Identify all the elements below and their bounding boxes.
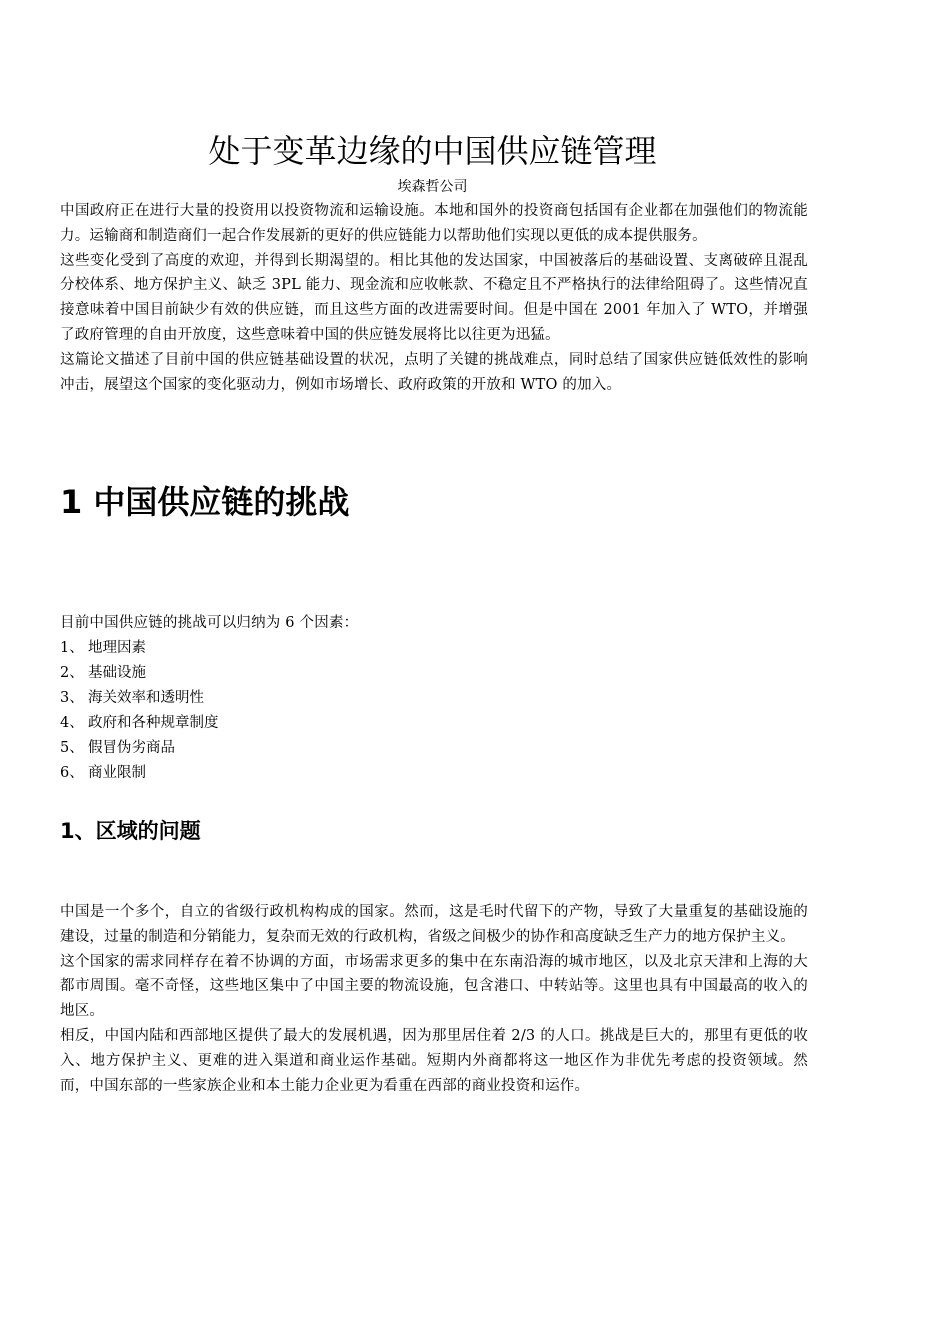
body-paragraph: 相反，中国内陆和西部地区提供了最大的发展机遇，因为那里居住着 2/3 的人口。挑战是巨大的，那里有更低的收入、地方保护主义、更难的进入渠道和商业运作基础。短期内外商都将这一地区作为非优先考虑的投资领域。然而，中国东部的一些家族企业和本土能力企业更为看重在西部的商业投资和运作。 bbox=[60, 1027, 808, 1094]
list-item-number: 1、 bbox=[60, 640, 84, 656]
list-item-number: 5、 bbox=[60, 740, 84, 756]
intro-paragraph: 这些变化受到了高度的欢迎，并得到长期渴望的。相比其他的发达国家，中国被落后的基础设置、支离破碎且混乱分校体系、地方保护主义、缺乏 3PL 能力、现金流和应收帐款、不稳定且不严格执行的法律给阻碍了。这些情况直接意味着中国目前缺少有效的供应链，而且这些方面的改进需要时间。但是中国在 2001 年加入了 WTO，并增强了政府管理的自由开放度，这些意味着中国的供应链发展将比以往更为迅猛。 bbox=[60, 252, 808, 343]
list-item-number: 6、 bbox=[60, 765, 84, 781]
list-item bbox=[60, 736, 219, 761]
list-item bbox=[60, 711, 219, 736]
list-item-number: 2、 bbox=[60, 665, 84, 681]
list-item bbox=[60, 636, 219, 661]
list-item-text: 商业限制 bbox=[88, 765, 146, 781]
intro-paragraph: 中国政府正在进行大量的投资用以投资物流和运输设施。本地和国外的投资商包括国有企业都在加强他们的物流能力。运输商和制造商们一起合作发展新的更好的供应链能力以帮助他们实现以更低的成本提供服务。 bbox=[60, 203, 808, 244]
body-paragraph: 中国是一个多个，自立的省级行政机构构成的国家。然而，这是毛时代留下的产物，导致了大量重复的基础设施的建设，过量的制造和分销能力，复杂而无效的行政机构，省级之间极少的协作和高度缺乏生产力的地方保护主义。 bbox=[60, 904, 808, 945]
subsection-heading: 1、区域的问题 bbox=[60, 819, 201, 843]
list-item-text: 海关效率和透明性 bbox=[88, 690, 204, 706]
factor-list bbox=[60, 636, 219, 786]
list-item-text: 地理因素 bbox=[88, 640, 146, 656]
section-lead-text: 目前中国供应链的挑战可以归纳为 6 个因素： bbox=[60, 615, 359, 631]
document-author: 埃森哲公司 bbox=[397, 179, 468, 195]
intro-paragraph: 这篇论文描述了目前中国的供应链基础设置的状况，点明了关键的挑战难点，同时总结了国家供应链低效性的影响冲击，展望这个国家的变化驱动力，例如市场增长、政府政策的开放和 WTO 的加入。 bbox=[60, 351, 808, 393]
list-item bbox=[60, 661, 219, 686]
list-item-number: 4、 bbox=[60, 715, 84, 731]
list-item bbox=[60, 761, 219, 786]
section-heading: 1 中国供应链的挑战 bbox=[60, 483, 350, 521]
list-item-text: 政府和各种规章制度 bbox=[88, 715, 219, 731]
list-item-text: 基础设施 bbox=[88, 665, 146, 681]
section-lead bbox=[60, 611, 808, 636]
subsection-body bbox=[60, 900, 808, 1098]
list-item-number: 3、 bbox=[60, 690, 84, 706]
body-paragraph: 这个国家的需求同样存在着不协调的方面，市场需求更多的集中在东南沿海的城市地区，以及北京天津和上海的大都市周围。毫不奇怪，这些地区集中了中国主要的物流设施，包含港口、中转站等。这里也具有中国最高的收入的地区。 bbox=[60, 953, 808, 1020]
list-item bbox=[60, 686, 219, 711]
document-title: 处于变革边缘的中国供应链管理 bbox=[208, 132, 657, 170]
list-item-text: 假冒伪劣商品 bbox=[88, 740, 175, 756]
intro-section bbox=[60, 199, 808, 397]
